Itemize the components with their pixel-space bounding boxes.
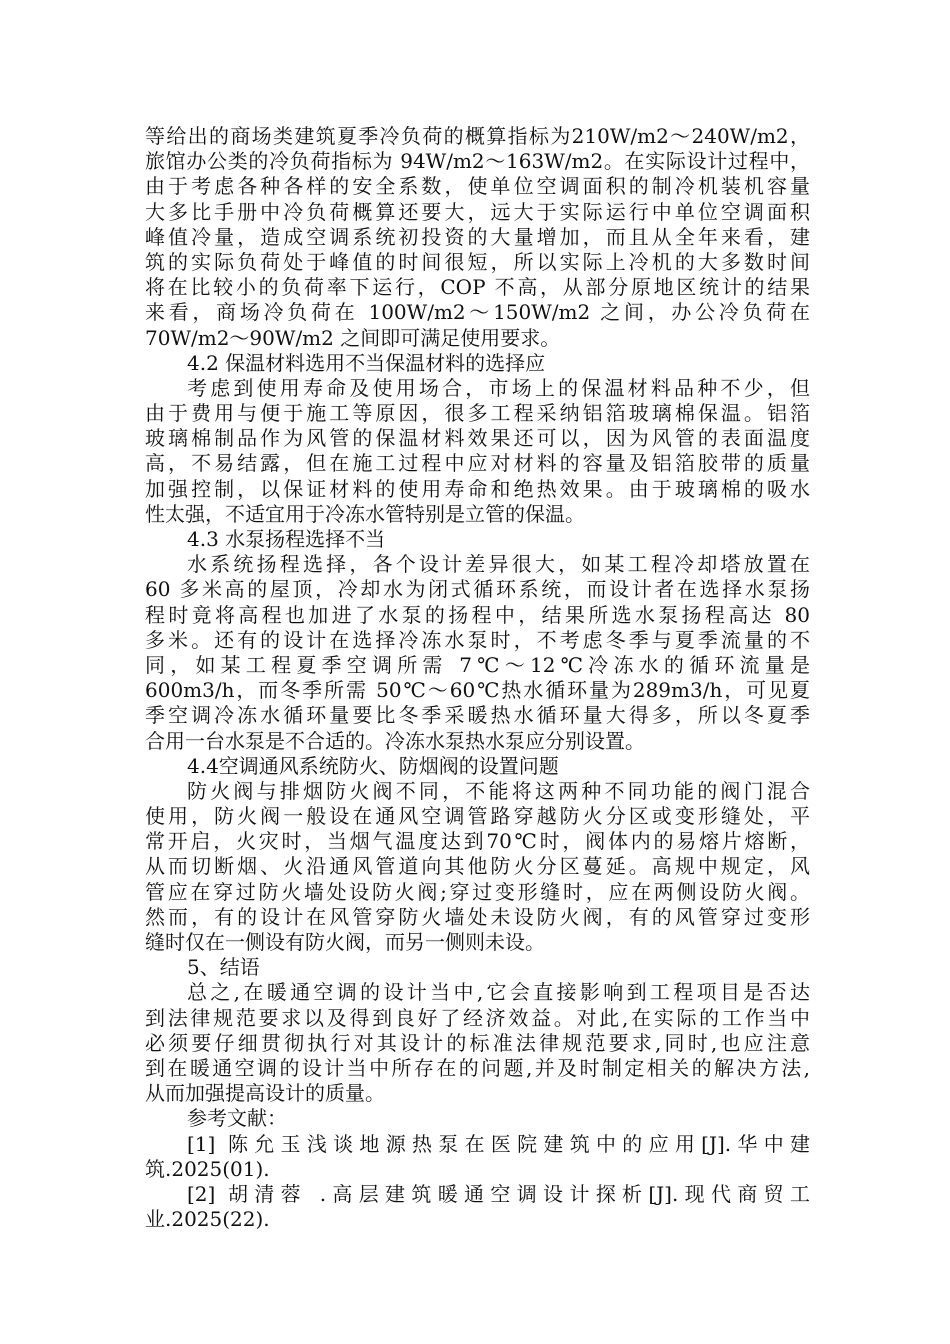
text-line: 业.2025(22). — [145, 1207, 270, 1232]
text-line: 峰值冷量，造成空调系统初投资的大量增加，而且从全年来看，建 — [145, 224, 810, 249]
text-line: [1] 陈允玉浅谈地源热泵在医院建筑中的应用[J].华中建 — [187, 1131, 810, 1156]
document-body — [145, 124, 810, 1232]
text-line: 程时竟将高程也加进了水泵的扬程中，结果所选水泵扬程高达 80 — [145, 602, 810, 627]
text-line: 等给出的商场类建筑夏季冷负荷的概算指标为210W/m2～240W/m2， — [145, 124, 810, 148]
text-line: 到法律规范要求以及得到良好了经济效益。对此,在实际的工作当中 — [145, 1005, 810, 1030]
paragraph — [145, 1132, 810, 1182]
text-line: 使用，防火阀一般设在通风空调管路穿越防火分区或变形缝处，平 — [145, 804, 810, 829]
paragraph — [145, 552, 810, 754]
paragraph — [145, 980, 810, 1106]
heading-text: 4.2 保温材料选用不当保温材料的选择应 — [187, 350, 546, 375]
text-line: 70W/m2～90W/m2 之间即可满足使用要求。 — [145, 325, 561, 350]
text-line: 600m3/h，而冬季所需 50℃～60℃热水循环量为289m3/h，可见夏 — [145, 678, 810, 703]
heading-text: 参考文献： — [187, 1106, 287, 1131]
text-line: 总之,在暖通空调的设计当中,它会直接影响到工程项目是否达 — [187, 980, 810, 1005]
text-line: 从而切断烟、火沿通风管道向其他防火分区蔓延。高规中规定，风 — [145, 854, 810, 879]
text-line: 多米。还有的设计在选择冷冻水泵时，不考虑冬季与夏季流量的不 — [145, 627, 810, 652]
text-line: 到在暖通空调的设计当中所存在的问题,并及时制定相关的解决方法, — [145, 1055, 810, 1080]
text-line: 季空调冷冻水循环量要比冬季采暖热水循环量大得多，所以冬夏季 — [145, 703, 810, 728]
text-line: 大多比手册中冷负荷概算还要大，远大于实际运行中单位空调面积 — [145, 199, 810, 224]
text-line: 缝时仅在一侧设有防火阀，而另一侧则未设。 — [145, 930, 545, 954]
text-line: [2] 胡清蓉 .高层建筑暖通空调设计探析[J].现代商贸工 — [187, 1181, 810, 1206]
text-line: 旅馆办公类的冷负荷指标为 94W/m2～163W/m2。在实际设计过程中， — [145, 149, 810, 174]
section-heading — [145, 527, 810, 552]
section-heading — [145, 351, 810, 376]
text-line: 筑的实际负荷处于峰值的时间很短，所以实际上冷机的大多数时间 — [145, 249, 810, 274]
text-line: 考虑到使用寿命及使用场合，市场上的保温材料品种不少，但 — [187, 375, 810, 400]
text-line: 筑.2025(01). — [145, 1156, 270, 1181]
paragraph — [145, 1182, 810, 1232]
text-line: 管应在穿过防火墙处设防火阀;穿过变形缝时，应在两侧设防火阀。 — [145, 879, 810, 904]
text-line: 玻璃棉制品作为风管的保温材料效果还可以，因为风管的表面温度 — [145, 426, 810, 451]
text-line: 常开启，火灾时，当烟气温度达到70℃时，阀体内的易熔片熔断， — [145, 829, 810, 854]
text-line: 加强控制，以保证材料的使用寿命和绝热效果。由于玻璃棉的吸水 — [145, 476, 810, 501]
heading-text: 4.3 水泵扬程选择不当 — [187, 527, 386, 551]
text-line: 来看，商场冷负荷在 100W/m2～150W/m2 之间，办公冷负荷在 — [145, 300, 810, 325]
text-line: 然而，有的设计在风管穿防火墙处未设防火阀，有的风管穿过变形 — [145, 904, 810, 929]
section-heading — [145, 1106, 810, 1131]
text-line: 同，如某工程夏季空调所需 7℃～12℃冷冻水的循环流量是 — [145, 652, 810, 677]
paragraph — [145, 124, 810, 351]
paragraph — [145, 779, 810, 955]
text-line: 高，不易结露，但在施工过程中应对材料的容量及铝箔胶带的质量 — [145, 451, 810, 476]
text-line: 水系统扬程选择，各个设计差异很大，如某工程冷却塔放置在 — [187, 552, 810, 577]
text-line: 合用一台水泵是不合适的。冷冻水泵热水泵应分别设置。 — [145, 728, 645, 753]
text-line: 必须要仔细贯彻执行对其设计的标准法律规范要求,同时,也应注意 — [145, 1030, 810, 1055]
paragraph — [145, 376, 810, 527]
section-heading — [145, 754, 810, 779]
text-line: 由于费用与便于施工等原因，很多工程采纳铝箔玻璃棉保温。铝箔 — [145, 401, 810, 426]
text-line: 从而加强提高设计的质量。 — [145, 1081, 385, 1106]
text-line: 性太强，不适宜用于冷冻水管特别是立管的保温。 — [145, 501, 585, 526]
heading-text: 4.4空调通风系统防火、防烟阀的设置问题 — [187, 753, 559, 778]
section-heading — [145, 955, 810, 980]
text-line: 防火阀与排烟防火阀不同，不能将这两种不同功能的阀门混合 — [187, 778, 810, 803]
heading-text: 5、结语 — [187, 955, 260, 980]
text-line: 60 多米高的屋顶，冷却水为闭式循环系统，而设计者在选择水泵扬 — [145, 577, 810, 602]
text-line: 由于考虑各种各样的安全系数，使单位空调面积的制冷机装机容量 — [145, 174, 810, 199]
text-line: 将在比较小的负荷率下运行，COP 不高，从部分原地区统计的结果 — [145, 275, 810, 300]
